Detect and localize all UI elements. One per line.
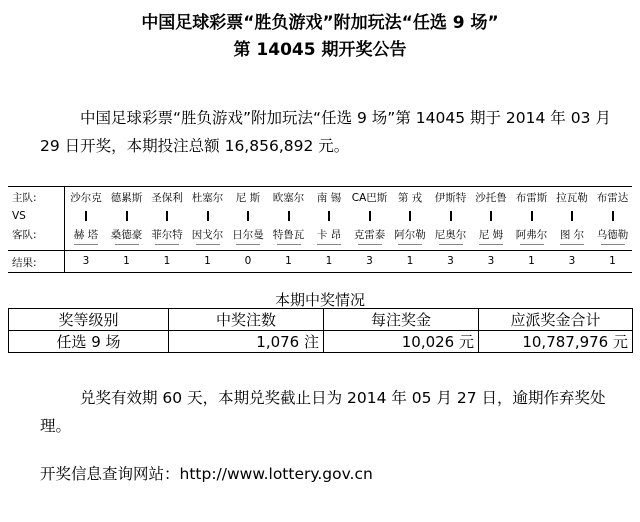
- home-team: 伊斯特: [434, 192, 467, 204]
- match-result: 3: [82, 255, 90, 267]
- vs-bar: [612, 211, 614, 221]
- result-label: 结果:: [12, 257, 37, 269]
- away-team: 特鲁瓦: [272, 229, 305, 241]
- away-team: 尼 姆: [478, 229, 504, 241]
- separator-dash: [520, 244, 544, 245]
- total-prize: 10,787,976 元: [479, 331, 633, 353]
- match-column: [390, 187, 430, 272]
- match-result: 1: [204, 255, 211, 267]
- prize-table: [8, 308, 633, 353]
- match-result: 3: [487, 255, 495, 267]
- match-column: [309, 187, 349, 272]
- header-winning-count: 中奖注数: [169, 309, 324, 331]
- separator-dash: [196, 244, 220, 245]
- separator-dash: [317, 244, 341, 245]
- redeem-notice: 兑奖有效期 60 天，本期兑奖截止日为 2014 年 05 月 27 日，逾期作弃奖处理。: [40, 389, 606, 435]
- match-result: 3: [568, 255, 576, 267]
- match-column: [188, 187, 228, 272]
- home-team: 德累斯: [110, 192, 143, 204]
- home-team: 沙托鲁: [475, 192, 507, 204]
- match-column: [228, 187, 268, 272]
- prize-table-header: [9, 309, 633, 331]
- home-team: 圣保利: [151, 192, 183, 204]
- away-team: 阿弗尔: [515, 229, 548, 241]
- away-team: 因戈尔: [191, 229, 224, 241]
- away-team: 桑德豪: [110, 229, 143, 241]
- match-result: 0: [244, 255, 252, 267]
- separator-dash: [277, 244, 301, 245]
- home-team: 南 锡: [316, 192, 342, 204]
- vs-label: VS: [12, 210, 26, 222]
- vs-bar: [328, 211, 330, 221]
- match-result: 1: [285, 255, 292, 267]
- match-column: [512, 187, 552, 272]
- match-column: [107, 187, 147, 272]
- home-team: 第 戎: [397, 192, 423, 204]
- vs-bar: [85, 211, 87, 221]
- intro-paragraph: 中国足球彩票“胜负游戏”附加玩法“任选 9 场”第 14045 期于 2014 年 03 月 29 日开奖，本期投注总额 16,856,892 元。: [40, 109, 611, 155]
- match-column: [66, 187, 106, 272]
- announcement-title-line1: 中国足球彩票“胜负游戏”附加玩法“任选 9 场”: [141, 13, 499, 33]
- away-team: 卡 昂: [316, 229, 342, 241]
- match-column: [350, 187, 390, 272]
- announcement-title-line2: 第 14045 期开奖公告: [233, 40, 407, 60]
- home-team: CA巴斯: [351, 192, 388, 204]
- vs-bar: [531, 211, 533, 221]
- away-team: 菲尔特: [151, 229, 183, 241]
- prize-section-title: 本期中奖情况: [274, 291, 365, 309]
- separator-dash: [115, 244, 139, 245]
- table-row: [9, 331, 633, 353]
- vs-bar: [126, 211, 128, 221]
- prize-per-bet: 10,026 元: [324, 331, 479, 353]
- winning-count: 1,076 注: [169, 331, 324, 353]
- prize-level: 任选 9 场: [9, 331, 169, 353]
- vs-bar: [571, 211, 573, 221]
- match-result: 1: [123, 255, 130, 267]
- match-result: 1: [163, 255, 171, 267]
- match-result: 1: [406, 255, 414, 267]
- vs-bar: [166, 211, 168, 221]
- header-prize-level: 奖等级别: [9, 309, 169, 331]
- separator-dash: [439, 244, 463, 245]
- vs-bar: [288, 211, 290, 221]
- match-column: [431, 187, 471, 272]
- vs-bar: [490, 211, 492, 221]
- match-column: [593, 187, 633, 272]
- home-team: 沙尔克: [70, 192, 102, 204]
- away-team: 克雷泰: [353, 229, 386, 241]
- header-total-prize: 应派奖金合计: [479, 309, 633, 331]
- match-result: 1: [528, 255, 535, 267]
- away-team: 图 尔: [559, 229, 585, 241]
- separator-dash: [479, 244, 503, 245]
- match-row-labels: [8, 187, 65, 272]
- home-team: 布雷斯: [515, 192, 548, 204]
- away-team: 日尔曼: [232, 229, 264, 241]
- home-team: 尼 斯: [235, 192, 261, 204]
- away-team: 乌德勒: [596, 229, 629, 241]
- website-info: 开奖信息查询网站：http://www.lottery.gov.cn: [40, 465, 373, 483]
- header-prize-per-bet: 每注奖金: [324, 309, 479, 331]
- away-team-label: 客队:: [12, 229, 37, 241]
- separator-dash: [398, 244, 422, 245]
- match-column: [147, 187, 187, 272]
- separator-dash: [74, 244, 98, 245]
- separator-dash: [601, 244, 625, 245]
- separator-dash: [560, 244, 584, 245]
- match-column: [552, 187, 592, 272]
- vs-bar: [369, 211, 371, 221]
- home-team: 布雷达: [596, 192, 629, 204]
- match-result: 1: [325, 255, 333, 267]
- separator-dash: [236, 244, 260, 245]
- home-team: 拉瓦勒: [556, 192, 588, 204]
- separator-dash: [155, 244, 179, 245]
- separator-dash: [358, 244, 382, 245]
- match-column: [471, 187, 511, 272]
- vs-bar: [247, 211, 249, 221]
- vs-bar: [207, 211, 209, 221]
- match-result: 3: [447, 255, 454, 267]
- match-result: 1: [609, 255, 616, 267]
- home-team: 杜塞尔: [191, 192, 224, 204]
- home-team: 欧塞尔: [272, 192, 305, 204]
- away-team: 阿尔勒: [394, 229, 426, 241]
- home-team-label: 主队:: [12, 192, 37, 204]
- vs-bar: [450, 211, 452, 221]
- match-table: [8, 186, 632, 273]
- match-result: 3: [366, 255, 373, 267]
- match-column: [269, 187, 309, 272]
- away-team: 尼奥尔: [434, 229, 467, 241]
- away-team: 赫 塔: [73, 229, 99, 241]
- vs-bar: [409, 211, 411, 221]
